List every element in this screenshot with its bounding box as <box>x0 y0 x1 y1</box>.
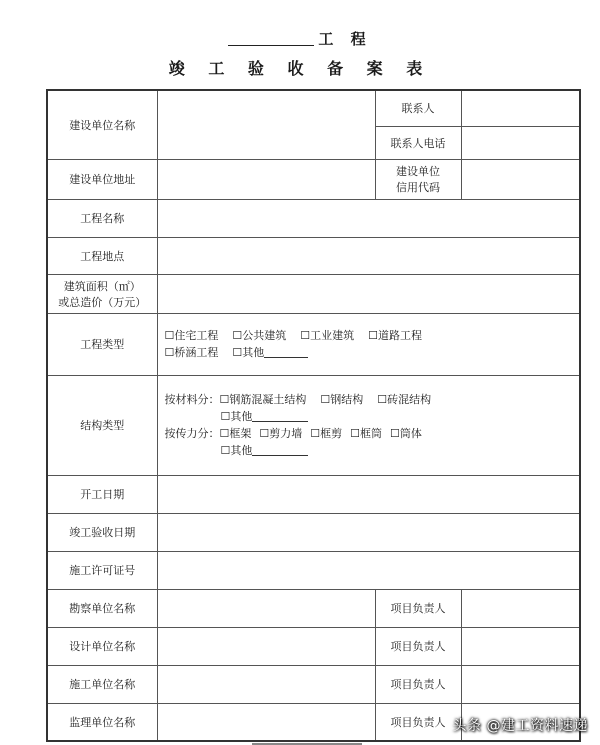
survey-leader-field[interactable] <box>461 589 580 627</box>
survey-leader-label: 项目负责人 <box>375 589 461 627</box>
construction-unit-field[interactable] <box>157 665 375 703</box>
form-subtitle: 竣 工 验 收 备 案 表 <box>168 59 432 78</box>
contact-label: 联系人 <box>375 90 461 126</box>
checkbox-bridge-culvert[interactable]: ☐桥涵工程 <box>164 346 219 359</box>
form-title: 工 程 <box>0 28 600 49</box>
project-location-label: 工程地点 <box>47 237 157 274</box>
filing-form-table <box>46 89 581 742</box>
design-leader-label: 项目负责人 <box>375 627 461 665</box>
start-date-field[interactable] <box>157 475 580 513</box>
structure-type-options <box>157 375 580 475</box>
project-name-label: 工程名称 <box>47 199 157 237</box>
by-material-label: 按材料分： <box>164 393 220 406</box>
checkbox-frame[interactable]: ☐框架 <box>219 427 252 440</box>
construction-unit-label: 施工单位名称 <box>47 665 157 703</box>
area-label: 建筑面积（㎡） 或总造价（万元） <box>47 274 157 313</box>
credit-code-field[interactable] <box>461 159 580 199</box>
design-unit-label: 设计单位名称 <box>47 627 157 665</box>
builder-address-label: 建设单位地址 <box>47 159 157 199</box>
design-unit-field[interactable] <box>157 627 375 665</box>
area-field[interactable] <box>157 274 580 313</box>
design-leader-field[interactable] <box>461 627 580 665</box>
completion-date-label: 竣工验收日期 <box>47 513 157 551</box>
checkbox-residential[interactable]: ☐住宅工程 <box>164 329 219 342</box>
material-other-blank[interactable] <box>252 421 308 422</box>
project-type-options <box>157 313 580 375</box>
checkbox-material-other[interactable]: ☐其他 <box>220 410 253 423</box>
checkbox-tube[interactable]: ☐筒体 <box>390 427 422 440</box>
watermark: 头条 @建工资料速递 <box>452 718 588 734</box>
permit-number-field[interactable] <box>157 551 580 589</box>
checkbox-reinforced-concrete[interactable]: ☐钢筋混凝土结构 <box>219 393 307 406</box>
project-type-label: 工程类型 <box>47 313 157 375</box>
checkbox-masonry-concrete[interactable]: ☐砖混结构 <box>377 393 432 406</box>
start-date-label: 开工日期 <box>47 475 157 513</box>
builder-name-field[interactable] <box>157 90 375 159</box>
checkbox-shear-wall[interactable]: ☐剪力墙 <box>259 427 303 440</box>
checkbox-steel-structure[interactable]: ☐钢结构 <box>320 393 364 406</box>
supervision-unit-field[interactable] <box>157 703 375 741</box>
checkbox-other-type[interactable]: ☐其他 <box>232 346 308 359</box>
construction-leader-label: 项目负责人 <box>375 665 461 703</box>
contact-phone-label: 联系人电话 <box>375 126 461 159</box>
checkbox-frame-shear[interactable]: ☐框剪 <box>310 427 343 440</box>
structure-type-label: 结构类型 <box>47 375 157 475</box>
supervision-unit-label: 监理单位名称 <box>47 703 157 741</box>
survey-unit-label: 勘察单位名称 <box>47 589 157 627</box>
checkbox-force-other[interactable]: ☐其他 <box>220 444 253 457</box>
other-type-blank[interactable] <box>264 357 308 358</box>
by-force-label: 按传力分： <box>164 427 220 440</box>
completion-date-field[interactable] <box>157 513 580 551</box>
checkbox-industrial-building[interactable]: ☐工业建筑 <box>300 329 355 342</box>
permit-number-label: 施工许可证号 <box>47 551 157 589</box>
contact-phone-field[interactable] <box>461 126 580 159</box>
construction-leader-field[interactable] <box>461 665 580 703</box>
credit-code-label: 建设单位 信用代码 <box>375 159 461 199</box>
force-other-blank[interactable] <box>252 455 308 456</box>
contact-field[interactable] <box>461 90 580 126</box>
checkbox-road-project[interactable]: ☐道路工程 <box>368 329 422 342</box>
project-name-field[interactable] <box>157 199 580 237</box>
builder-name-label: 建设单位名称 <box>47 90 157 159</box>
builder-address-field[interactable] <box>157 159 375 199</box>
supervision-leader-label: 项目负责人 <box>375 703 461 741</box>
checkbox-frame-tube[interactable]: ☐框筒 <box>350 427 382 440</box>
project-location-field[interactable] <box>157 237 580 274</box>
survey-unit-field[interactable] <box>157 589 375 627</box>
checkbox-public-building[interactable]: ☐公共建筑 <box>232 329 287 342</box>
project-name-blank <box>228 45 314 46</box>
